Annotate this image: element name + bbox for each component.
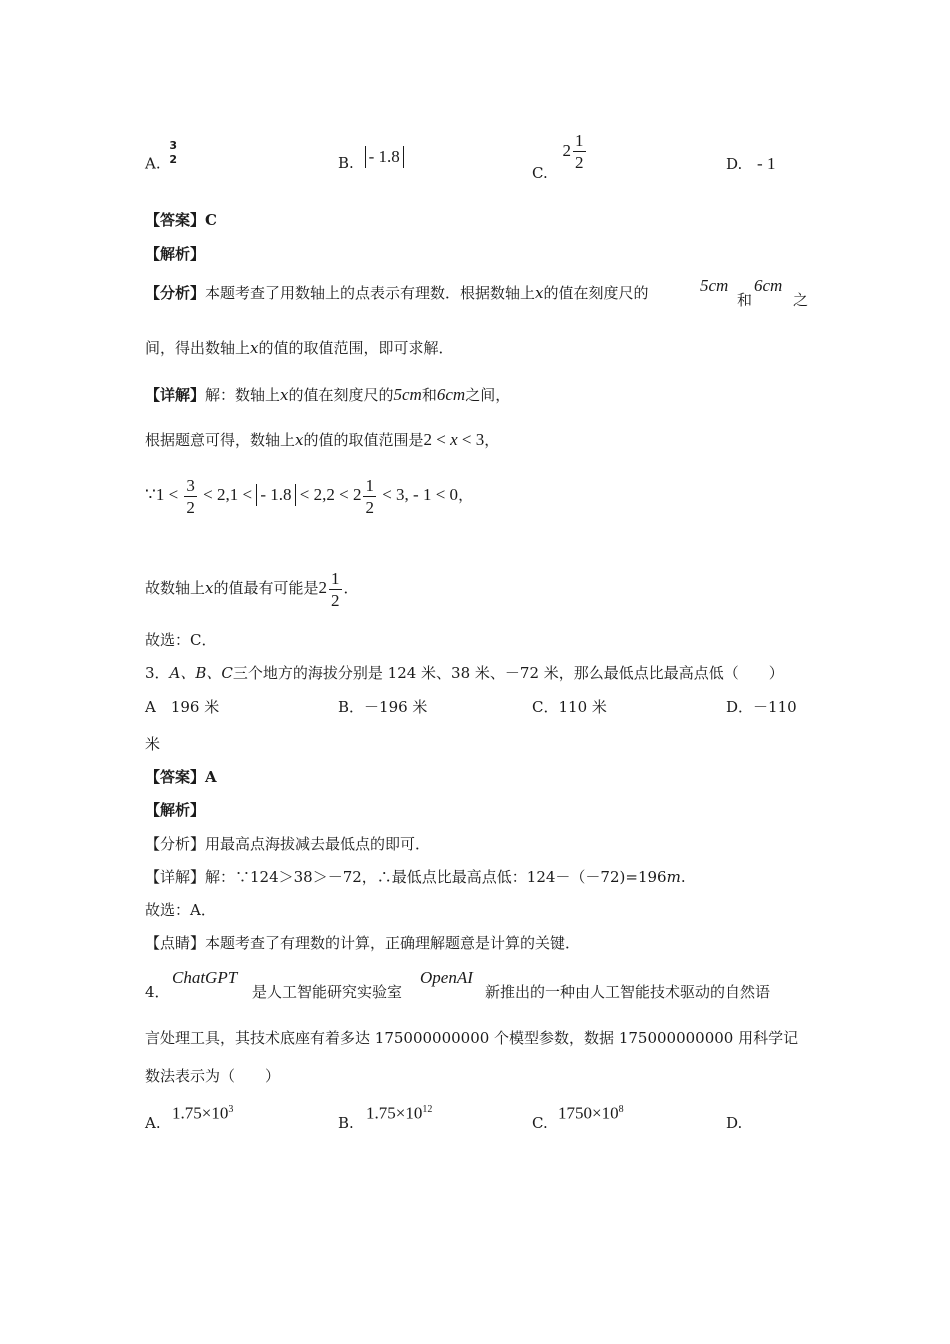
q4-option-c-letter: C. [532,1114,548,1132]
numerator: 1 [575,131,584,150]
range-line [145,430,499,450]
q4-option-a [172,1100,233,1124]
text: 的值最有可能是 [213,579,319,597]
option-c [532,131,588,182]
q3-option-a: A 196 米 [145,698,220,716]
option-letter: B. [338,154,354,172]
q4-option-c [558,1100,624,1124]
question-4-number: 4． [145,983,170,1001]
variable-x: x [295,431,304,449]
text: ， [458,488,474,504]
math: < 3, - 1 < 0 [377,485,459,504]
option-value: - 1 [757,154,776,173]
denominator: 2 [331,590,340,610]
because-symbol: ∵ [145,485,156,504]
analysis-line: 【分析】用最高点海拔减去最低点的即可． [145,835,431,853]
option-letter: A. [145,154,161,173]
text: ． [343,579,359,597]
text: ， [484,431,500,449]
text: 本题考查了用数轴上的点表示有理数．根据数轴上 [205,284,536,302]
inequality-line [145,475,473,516]
question-3-stem [145,663,784,683]
question-number: 3． [145,664,170,682]
math: < 3 [457,430,485,449]
conclusion-line [145,568,359,609]
question-4-line-2: 言处理工具，其技术底座有着多达 175000000000 个模型参数，数据 175000000000 用科学记 [145,1029,799,1047]
exponent: 3 [228,1104,234,1115]
base: 1750×10 [558,1103,619,1123]
measure-6cm: 6cm [436,385,466,404]
option-letter: C. [532,163,548,182]
choice-line: 故选：A． [145,901,216,919]
text: 三个地方的海拔分别是 124 米、38 米、－72 米，那么最低点比最高点低（ ） [232,664,784,682]
variable-x: x [205,579,214,597]
text: 和 [421,386,437,404]
comment-line: 【点睛】本题考查了有理数的计算，正确理解题意是计算的关键． [145,934,581,952]
math: 1 < [155,485,183,504]
absolute-value: - 1.8 [256,484,295,506]
text: 是人工智能研究实验室 [252,983,403,1001]
measure-5cm: 5cm [393,385,422,404]
fraction [167,140,179,165]
text: 之 [793,291,809,309]
text: 根据题意可得，数轴上 [145,431,296,449]
question-4-line-3: 数法表示为（ ） [145,1067,281,1085]
base: 1.75×10 [172,1103,229,1123]
denominator: 2 [169,153,178,166]
absolute-value: - 1.8 [365,146,404,168]
measure-5cm: 5cm [700,276,729,295]
detail-tag: 【详解】 [145,386,206,404]
numerator: 3 [186,475,195,495]
text: 故数轴上 [145,579,206,597]
fraction [329,570,342,609]
text: 之间， [465,386,511,404]
text: 间，得出数轴上 [145,339,251,357]
text: 的值在刻度尺的 [288,386,394,404]
choice-line: 故选：C． [145,631,217,649]
chatgpt-term: ChatGPT [172,968,238,987]
text: 的值的取值范围是 [303,431,424,449]
detail-line-1 [145,385,510,405]
answer-label: 【答案】A [145,768,217,786]
detail-line [145,867,686,887]
base: 1.75×10 [366,1103,423,1123]
option-d [726,154,775,174]
openai-term: OpenAI [420,968,473,987]
q4-option-a-letter: A. [145,1114,161,1132]
text: 和 [737,291,753,309]
option-letter: D. [726,155,743,173]
variable-x: x [250,339,259,357]
text: 【详解】解：∵124＞38＞－72，∴最低点比最高点低：124－（－72)=196 [145,868,667,886]
option-a [145,139,181,177]
q4-option-b [366,1100,432,1124]
variable-x: x [450,430,458,449]
unit: m [666,868,681,886]
analysis-line-2 [145,338,454,358]
numerator: 1 [331,568,340,588]
q3-option-b: B．－196 米 [338,698,428,716]
text: 解：数轴上 [205,386,281,404]
math: 2 < [423,430,451,449]
analysis-label: 【解析】 [145,801,206,819]
fraction [573,132,586,171]
measure-6cm: 6cm [754,276,783,295]
q4-option-d-letter: D. [726,1114,743,1132]
text: . [680,868,686,886]
fraction [184,477,197,516]
numerator: 1 [365,475,374,495]
text: 的值的取值范围，即可求解． [258,339,454,357]
math: < 2,1 < [198,485,257,504]
denominator: 2 [186,497,195,517]
text: 的值在刻度尺的 [543,284,649,302]
q4-option-b-letter: B. [338,1114,354,1132]
denominator: 2 [575,153,584,172]
variable-x: x [535,284,544,302]
variable-x: x [280,386,289,404]
analysis-label: 【解析】 [145,245,206,263]
analysis-tag: 【分析】 [145,284,206,302]
places: A、B、C [169,664,233,682]
q3-option-c: C．110 米 [532,698,607,716]
exponent: 12 [422,1104,433,1115]
q3-option-d: D．－110 [726,698,797,716]
exponent: 8 [618,1104,624,1115]
option-b [338,146,404,172]
mixed-whole: 2 [562,140,571,160]
fraction [363,477,376,516]
q3-option-d-wrap: 米 [145,735,161,753]
mixed-whole: 2 [318,578,327,597]
text: 新推出的一种由人工智能技术驱动的自然语 [485,983,771,1001]
numerator: 3 [169,139,178,152]
analysis-line-1 [145,283,649,303]
answer-label: 【答案】C [145,211,217,229]
denominator: 2 [365,497,374,517]
math: < 2,2 < 2 [295,485,362,504]
